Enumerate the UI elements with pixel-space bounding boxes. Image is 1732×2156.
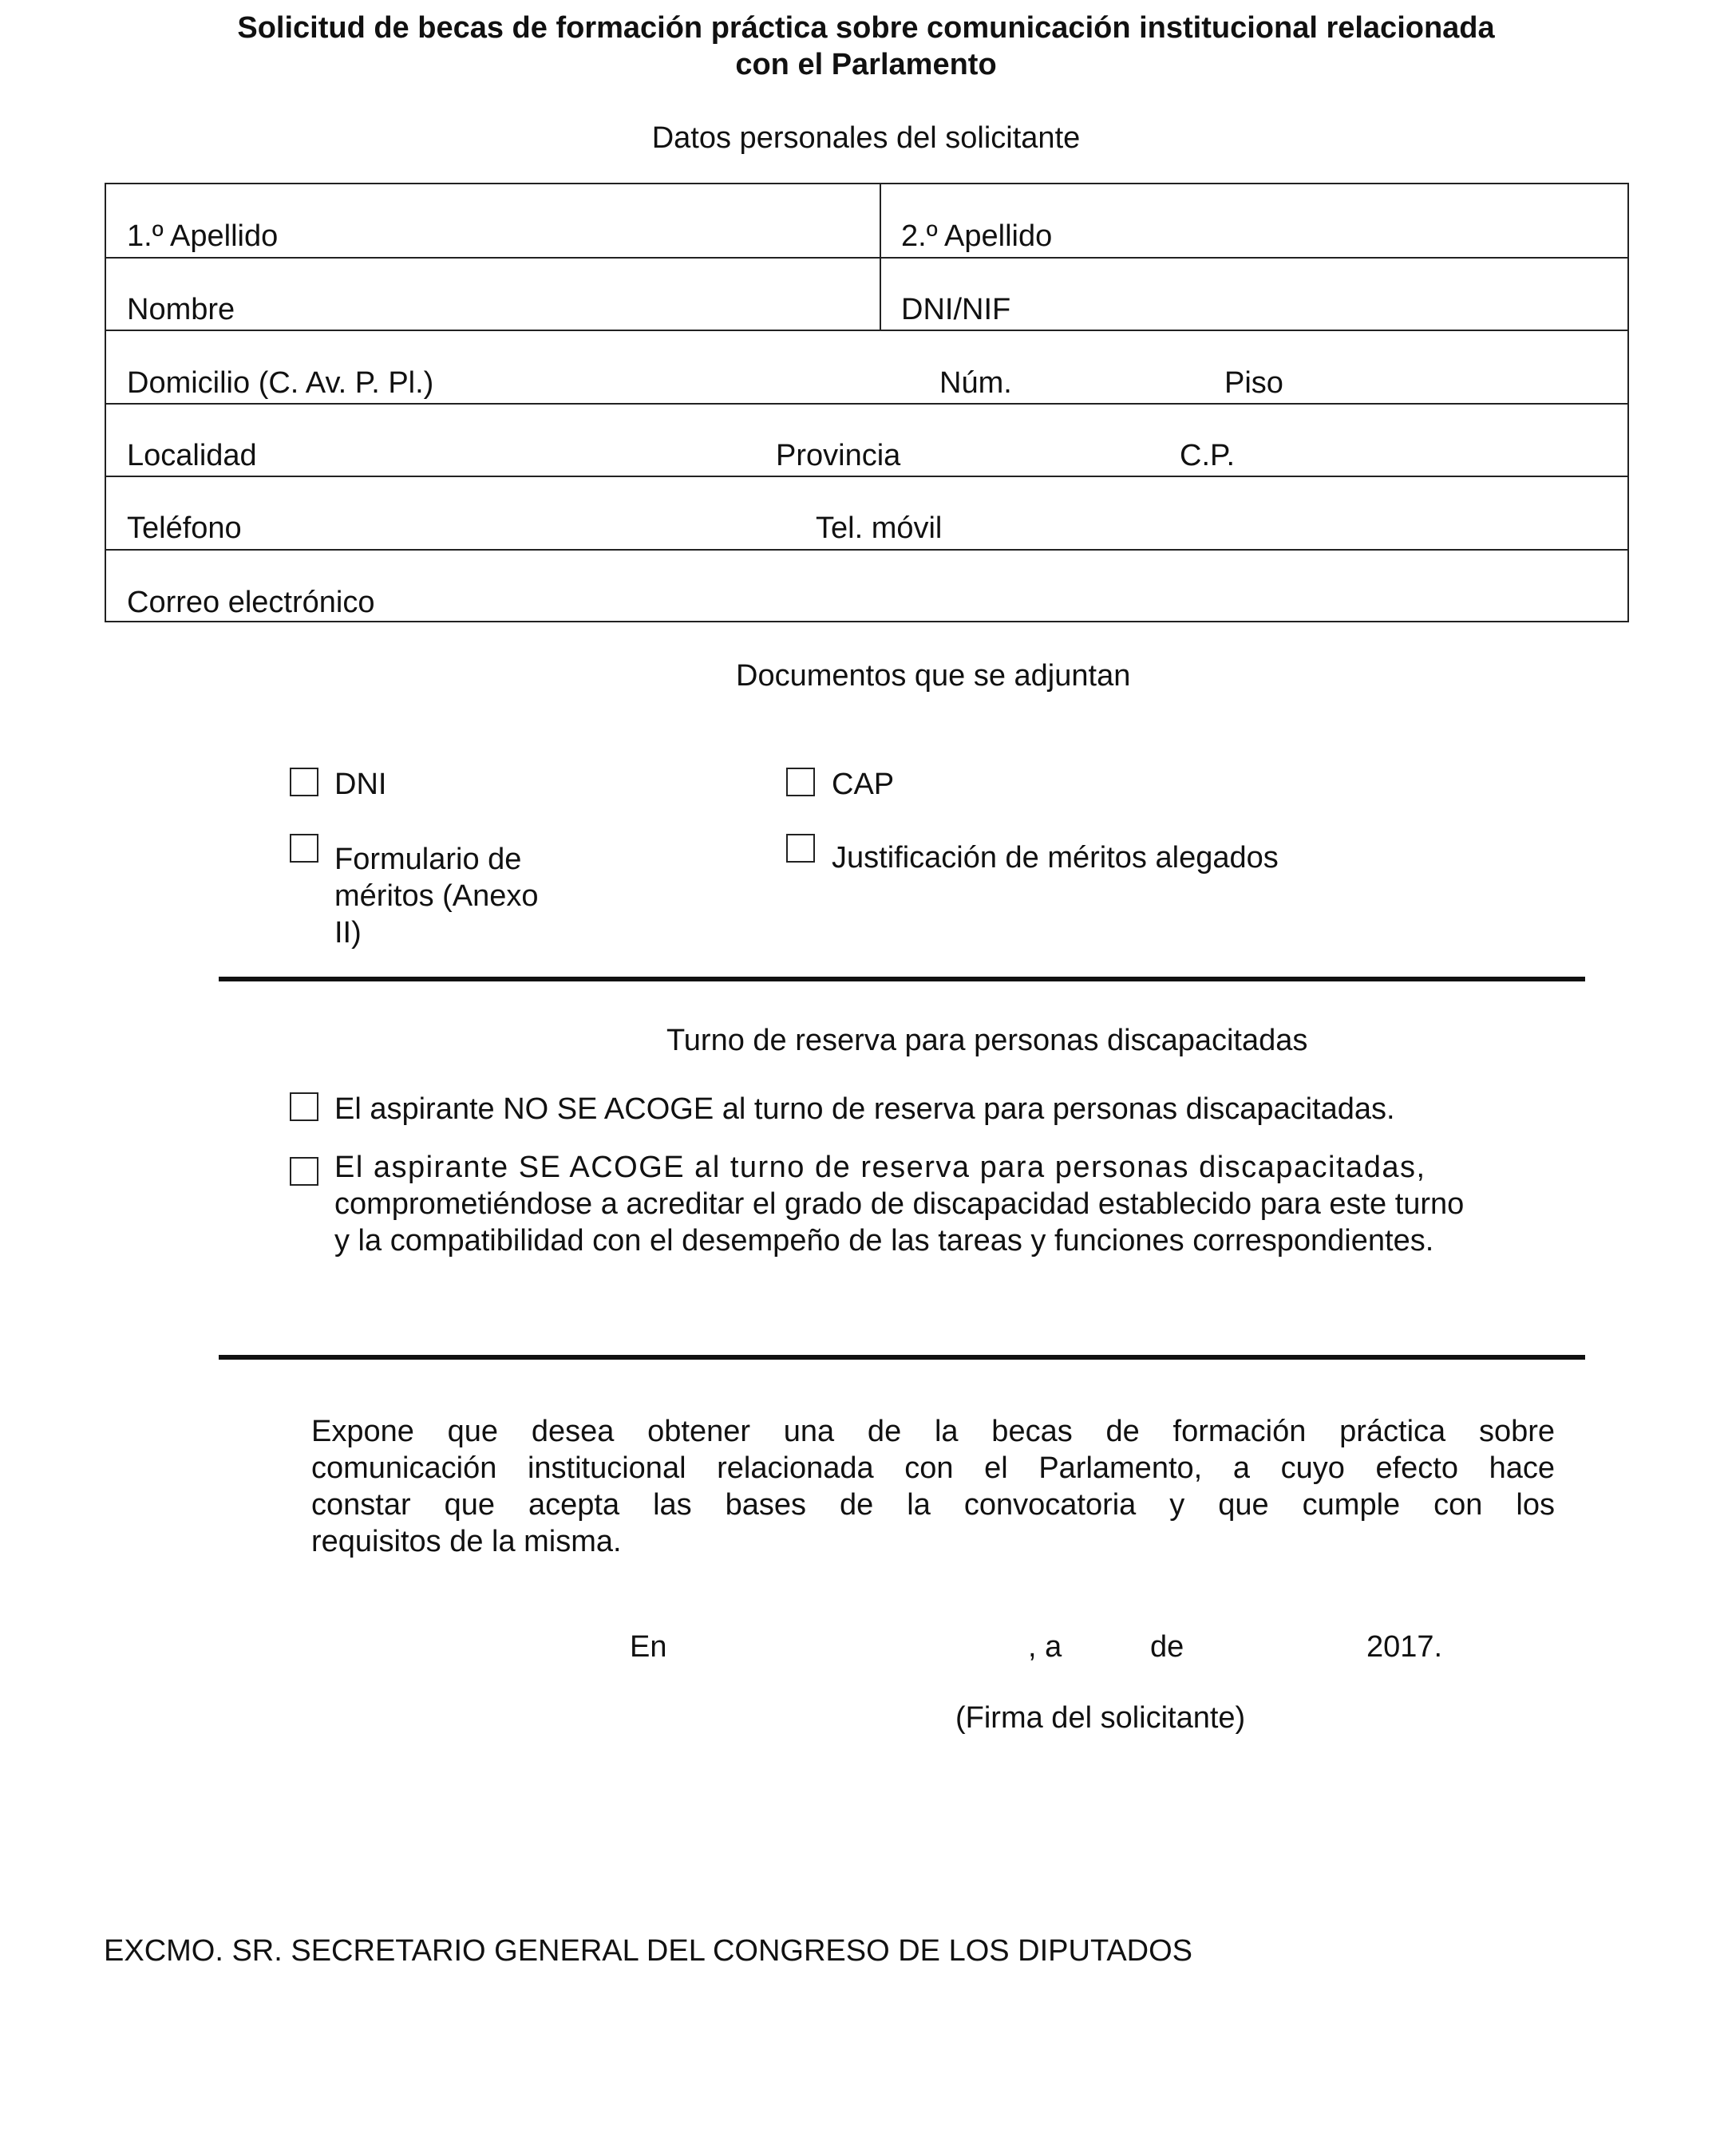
applying-label-line: comprometiéndose a acreditar el grado de discapacidad establecido para este turno bbox=[334, 1187, 1465, 1221]
personal-data-table bbox=[105, 183, 1629, 622]
place-label: En bbox=[630, 1630, 667, 1664]
merits-form-checkbox[interactable] bbox=[290, 834, 318, 863]
id-number-field[interactable]: DNI/NIF bbox=[901, 293, 1011, 326]
signature-caption: (Firma del solicitante) bbox=[955, 1701, 1246, 1735]
applying-label-line: y la compatibilidad con el desempeño de las tareas y funciones correspondientes. bbox=[334, 1224, 1434, 1258]
applying-label-line: El aspirante SE ACOGE al turno de reserva para personas discapacitadas, bbox=[334, 1151, 1426, 1184]
reserve-heading: Turno de reserva para personas discapacitadas bbox=[666, 1024, 1308, 1057]
merits-justification-checkbox[interactable] bbox=[786, 834, 815, 863]
day-label: , a bbox=[1028, 1630, 1062, 1664]
merits-form-label-line: Formulario de bbox=[334, 843, 522, 876]
second-surname-field[interactable]: 2.º Apellido bbox=[901, 219, 1053, 253]
table-row-divider bbox=[106, 549, 1627, 551]
statement-line: requisitos de la misma. bbox=[311, 1525, 622, 1558]
mobile-field[interactable]: Tel. móvil bbox=[816, 511, 943, 545]
email-field[interactable]: Correo electrónico bbox=[127, 586, 375, 619]
table-row-divider bbox=[106, 476, 1627, 477]
phone-field[interactable]: Teléfono bbox=[127, 511, 242, 545]
form-title bbox=[104, 10, 1628, 83]
applying-label bbox=[334, 1149, 1591, 1259]
postal-code-field[interactable]: C.P. bbox=[1180, 439, 1236, 472]
section-divider bbox=[219, 1355, 1585, 1360]
addressee: EXCMO. SR. SECRETARIO GENERAL DEL CONGRESO DE LOS DIPUTADOS bbox=[104, 1934, 1193, 1968]
table-row-divider bbox=[106, 257, 1627, 259]
form-title-line-2: con el Parlamento bbox=[735, 48, 997, 81]
merits-justification-label: Justificación de méritos alegados bbox=[832, 841, 1279, 875]
cap-checkbox[interactable] bbox=[786, 768, 815, 796]
statement-line: Expone que desea obtener una de la becas de formación práctica sobre bbox=[311, 1415, 1555, 1448]
month-label: de bbox=[1150, 1630, 1184, 1664]
table-column-divider bbox=[880, 184, 881, 330]
year-label: 2017. bbox=[1366, 1630, 1443, 1664]
cap-label: CAP bbox=[832, 768, 895, 801]
not-applying-label: El aspirante NO SE ACOGE al turno de reserva para personas discapacitadas. bbox=[334, 1092, 1395, 1126]
province-field[interactable]: Provincia bbox=[776, 439, 901, 472]
statement-paragraph bbox=[311, 1413, 1555, 1560]
applying-checkbox[interactable] bbox=[290, 1157, 318, 1186]
town-field[interactable]: Localidad bbox=[127, 439, 257, 472]
not-applying-checkbox[interactable] bbox=[290, 1092, 318, 1121]
dni-checkbox[interactable] bbox=[290, 768, 318, 796]
merits-form-label-line: méritos (Anexo bbox=[334, 879, 539, 913]
dni-label: DNI bbox=[334, 768, 387, 801]
merits-form-label-line: II) bbox=[334, 916, 362, 950]
address-field[interactable]: Domicilio (C. Av. P. Pl.) bbox=[127, 366, 434, 400]
personal-data-heading: Datos personales del solicitante bbox=[651, 121, 1081, 155]
floor-field[interactable]: Piso bbox=[1224, 366, 1283, 400]
merits-form-label bbox=[334, 841, 539, 951]
documents-heading: Documentos que se adjuntan bbox=[736, 659, 1131, 693]
statement-line: comunicación institucional relacionada con el Parlamento, a cuyo efecto hace bbox=[311, 1451, 1555, 1485]
first-surname-field[interactable]: 1.º Apellido bbox=[127, 219, 279, 253]
table-row-divider bbox=[106, 330, 1627, 331]
section-divider bbox=[219, 977, 1585, 981]
table-row-divider bbox=[106, 403, 1627, 405]
statement-line: constar que acepta las bases de la convocatoria y que cumple con los bbox=[311, 1488, 1555, 1522]
number-field[interactable]: Núm. bbox=[939, 366, 1012, 400]
form-title-line-1: Solicitud de becas de formación práctica sobre comunicación institucional relacionada bbox=[237, 11, 1495, 45]
name-field[interactable]: Nombre bbox=[127, 293, 235, 326]
